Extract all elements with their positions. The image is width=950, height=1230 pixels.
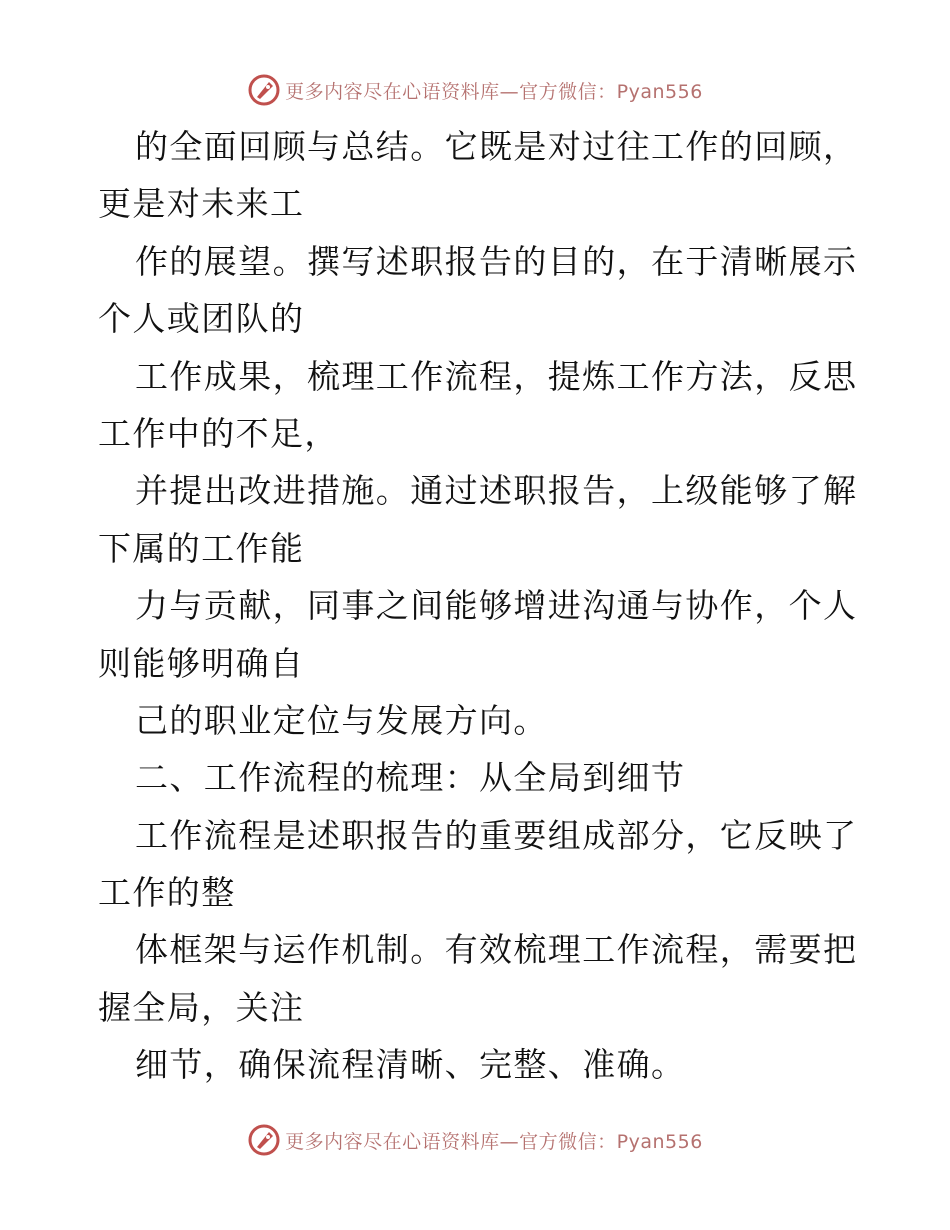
header-banner (0, 70, 950, 110)
body-line: 则能够明确自 (98, 643, 305, 683)
body-line: 并提出改进措施。通过述职报告，上级能够了解 (135, 471, 858, 511)
body-line: 己的职业定位与发展方向。 (135, 700, 548, 740)
body-line: 下属的工作能 (98, 528, 305, 568)
body-line: 工作中的不足， (98, 413, 339, 453)
document-body (98, 118, 858, 1094)
body-line: 握全局，关注 (98, 987, 305, 1027)
body-line: 工作的整 (98, 873, 236, 913)
section-heading: 二、工作流程的梳理：从全局到细节 (135, 758, 686, 798)
body-line: 更是对未来工 (98, 184, 305, 224)
body-line: 细节，确保流程清晰、完整、准确。 (135, 1045, 686, 1085)
body-line: 工作成果，梳理工作流程，提炼工作方法，反思 (135, 356, 858, 396)
header-banner-text: 更多内容尽在心语资料库—官方微信：Pyan556 (285, 80, 703, 103)
pen-nib-logo-icon (247, 73, 281, 107)
body-line: 作的展望。撰写述职报告的目的，在于清晰展示 (135, 241, 858, 281)
footer-banner-text: 更多内容尽在心语资料库—官方微信：Pyan556 (285, 1130, 703, 1153)
body-line: 体框架与运作机制。有效梳理工作流程，需要把 (135, 930, 858, 970)
body-line: 的全面回顾与总结。它既是对过往工作的回顾， (135, 127, 858, 166)
pen-nib-logo-icon (247, 1123, 281, 1157)
body-line: 工作流程是述职报告的重要组成部分，它反映了 (135, 815, 858, 855)
footer-banner (0, 1120, 950, 1160)
body-line: 力与贡献，同事之间能够增进沟通与协作，个人 (135, 586, 858, 626)
body-line: 个人或团队的 (98, 299, 305, 339)
